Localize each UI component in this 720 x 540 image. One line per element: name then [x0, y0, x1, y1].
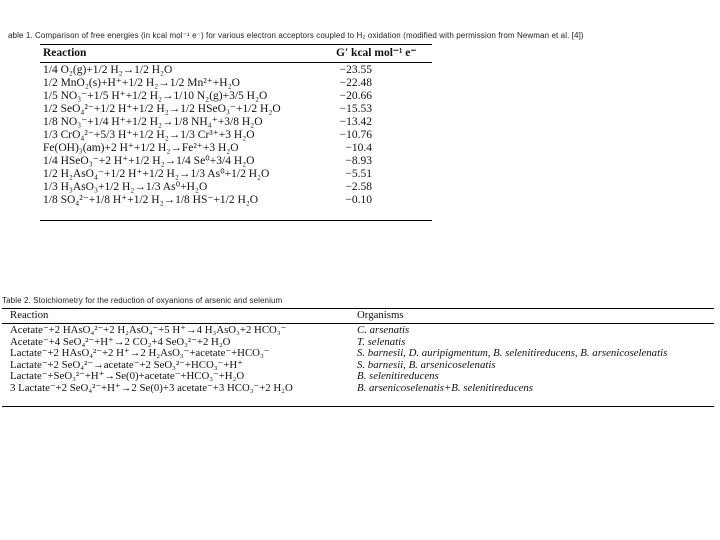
- reaction-cell: Lactate⁻+SeO₃²⁻+H⁺→Se(0)+acetate⁻+HCO₃⁻+H₂O: [10, 370, 245, 383]
- reaction-cell: Lactate⁻+2 HAsO₄²⁻+2 H⁺→2 H₂AsO₃⁻+acetate⁻+HCO₃⁻: [10, 347, 270, 360]
- reaction-cell: 1/2 MnO₂(s)+H⁺+1/2 H₂→1/2 Mn²⁺+H₂O: [43, 77, 240, 89]
- energy-cell: −5.51: [345, 168, 372, 180]
- table-row: [40, 103, 432, 116]
- table1-header-rule: [40, 62, 432, 63]
- reaction-cell: 1/4 HSeO₃⁻+2 H⁺+1/2 H₂→1/4 Se⁰+3/4 H₂O: [43, 155, 255, 167]
- energy-cell: −10.76: [339, 129, 372, 141]
- energy-cell: −22.48: [339, 77, 372, 89]
- table2-header-row: [2, 310, 714, 322]
- table1-caption: able 1. Comparison of free energies (in kcal mol⁻¹ e⁻) for various electron acceptors coupled to H₂ oxidation (modified with permission from Newman et al. [4]): [8, 31, 584, 40]
- table-row: [40, 181, 432, 194]
- table1-bottom-rule: [40, 220, 432, 221]
- table-row: [40, 155, 432, 168]
- table2-bottom-rule: [2, 406, 714, 407]
- reaction-cell: 1/5 NO₃⁻+1/5 H⁺+1/2 H₂→1/10 N₂(g)+3/5 H₂O: [43, 90, 268, 102]
- reaction-cell: 3 Lactate⁻+2 SeO₄²⁻+H⁺→2 Se(0)+3 acetate⁻+3 HCO₃⁻+2 H₂O: [10, 382, 293, 394]
- organisms-cell: B. arsenicoselenatis+B. selenitireducens: [357, 382, 533, 394]
- reaction-cell: 1/8 SO₄²⁻+1/8 H⁺+1/2 H₂→1/8 HS⁻+1/2 H₂O: [43, 194, 259, 206]
- table-row: [40, 116, 432, 129]
- organisms-cell: C. arsenatis: [357, 324, 410, 336]
- table-row: [2, 325, 714, 337]
- table2-caption: Table 2. Stoichiometry for the reduction of oxyanions of arsenic and selenium: [2, 296, 283, 305]
- reaction-cell: 1/4 O₂(g)+1/2 H₂→1/2 H₂O: [43, 64, 173, 76]
- table1-header-row: [40, 47, 432, 60]
- organisms-cell: S. barnesii, B. arsenicoselenatis: [357, 358, 496, 371]
- table-row: [2, 383, 714, 395]
- table2: [2, 308, 714, 410]
- table-row: [40, 194, 432, 207]
- table-row: [40, 64, 432, 77]
- reaction-cell: 1/2 H₂AsO₄⁻+1/2 H⁺+1/2 H₂→1/3 As⁰+1/2 H₂O: [43, 168, 270, 180]
- table-row: [40, 77, 432, 90]
- energy-cell: −2.58: [345, 181, 372, 193]
- energy-cell: −0.10: [345, 194, 372, 206]
- reaction-cell: Acetate⁻+4 SeO₄²⁻+H⁺→2 CO₂+4 SeO₃²⁻+2 H₂O: [10, 335, 231, 348]
- reaction-cell: 1/2 SeO₄²⁻+1/2 H⁺+1/2 H₂→1/2 HSeO₃⁻+1/2 H₂O: [43, 103, 281, 115]
- energy-cell: −10.4: [345, 142, 372, 154]
- table1-header-reaction: Reaction: [43, 47, 87, 59]
- table2-header-reaction: Reaction: [10, 309, 49, 321]
- reaction-cell: Fe(OH)₃(am)+2 H⁺+1/2 H₂→Fe²⁺+3 H₂O: [43, 142, 239, 154]
- organisms-cell: T. selenatis: [357, 335, 406, 348]
- table-row: [40, 168, 432, 181]
- reaction-cell: Acetate⁻+2 HAsO₄²⁻+2 H₂AsO₄⁻+5 H⁺→4 H₃AsO₃+2 HCO₃⁻: [10, 324, 287, 336]
- energy-cell: −13.42: [339, 116, 372, 128]
- energy-cell: −8.93: [345, 155, 372, 167]
- reaction-cell: Lactate⁻+2 SeO₄²⁻→acetate⁻+2 SeO₃²⁻+HCO₃⁻+H⁺: [10, 358, 243, 371]
- reaction-cell: 1/8 NO₃⁻+1/4 H⁺+1/2 H₂→1/8 NH₄⁺+3/8 H₂O: [43, 116, 263, 128]
- table1-header-energy: G′ kcal mol⁻¹ e⁻: [336, 47, 417, 59]
- organisms-cell: S. barnesii, D. auripigmentum, B. selenitireducens, B. arsenicoselenatis: [357, 347, 668, 360]
- table1: [40, 44, 432, 224]
- organisms-cell: B. selenitireducens: [357, 370, 439, 383]
- energy-cell: −15.53: [339, 103, 372, 115]
- energy-cell: −23.55: [339, 64, 372, 76]
- table-row: [40, 129, 432, 142]
- table1-top-rule: [40, 44, 432, 45]
- table-row: [40, 90, 432, 103]
- reaction-cell: 1/3 H₃AsO₃+1/2 H₂→1/3 As⁰+H₂O: [43, 181, 208, 193]
- table-row: [40, 142, 432, 155]
- table2-header-organisms: Organisms: [357, 309, 404, 321]
- energy-cell: −20.66: [339, 90, 372, 102]
- reaction-cell: 1/3 CrO₄²⁻+5/3 H⁺+1/2 H₂→1/3 Cr³⁺+3 H₂O: [43, 129, 255, 141]
